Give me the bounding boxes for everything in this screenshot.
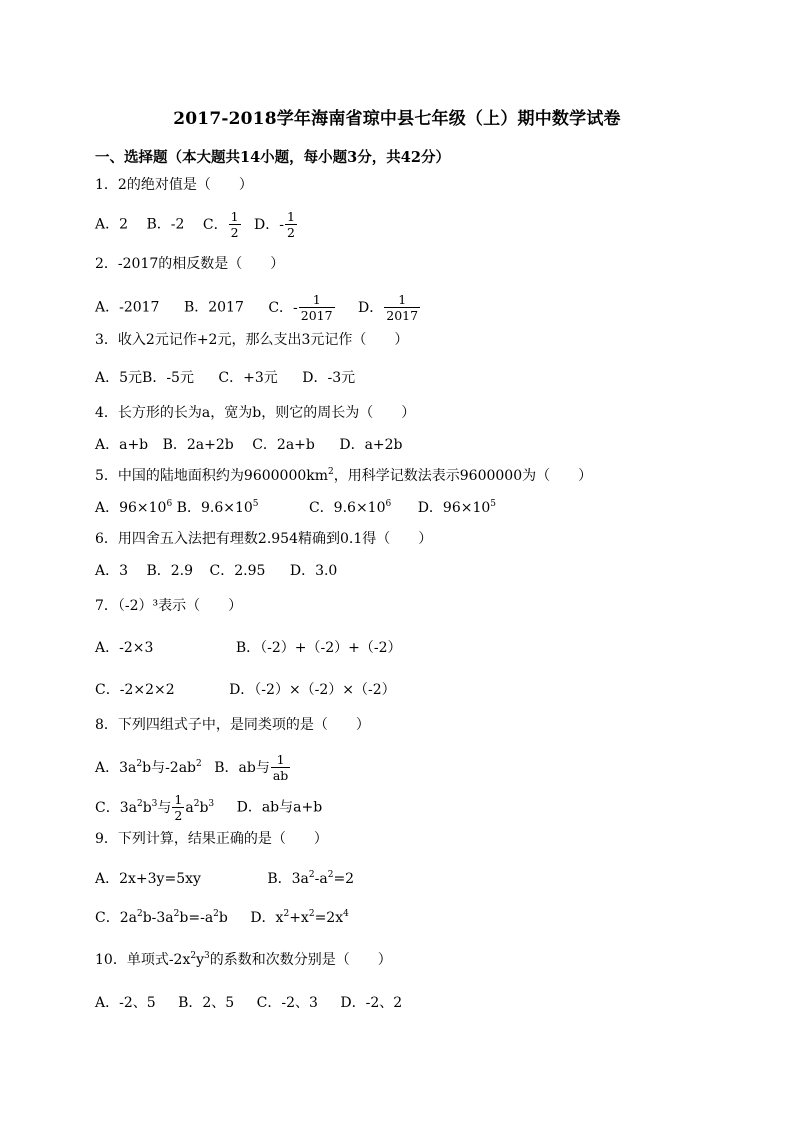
option-d: D．ab与a+b — [236, 799, 323, 816]
fraction: $\frac{1}{2}$ — [174, 792, 183, 823]
section-heading: 一、选择题（本大题共14小题，每小题3分，共42分） — [95, 149, 450, 166]
fraction: $\frac{1}{2}$ — [286, 209, 295, 240]
question-5-options — [95, 498, 496, 518]
option-d: D．-3元 — [302, 370, 356, 386]
question-1-stem: 1．2的绝对值是（ ） — [95, 177, 253, 193]
option-d: D．3.0 — [289, 563, 338, 579]
option-b: B．-5元 — [142, 370, 194, 386]
question-9-options-row1 — [95, 869, 354, 889]
question-9-options-row2 — [95, 908, 349, 928]
option-a: A．-2017 — [95, 299, 160, 316]
option-c: C．+3元 — [218, 370, 278, 386]
option-c: C．2a+b — [252, 437, 315, 453]
option-c: C．$2a^2b-3a^2b=-a^2b$ — [95, 909, 228, 926]
option-c: C．$3a^2b^3$与 $\frac{1}{2}$ $a^2b^3$ — [95, 792, 215, 823]
option-a: A．-2、5 — [95, 995, 156, 1011]
option-a: A．2x+3y=5xy — [95, 871, 201, 887]
question-3-stem: 3．收入2元记作+2元，那么支出3元记作（ ） — [95, 332, 409, 348]
option-a: A．$3a^2b$与$-2ab^2$ — [95, 758, 202, 776]
question-4-stem: 4．长方形的长为a，宽为b，则它的周长为（ ） — [95, 405, 416, 421]
question-2-stem: 2．-2017的相反数是（ ） — [95, 256, 285, 272]
question-9-stem: 9．下列计算，结果正确的是（ ） — [95, 831, 328, 847]
fraction: $\frac{1}{2017}$ — [386, 292, 419, 323]
question-4-options — [95, 435, 403, 455]
question-5-stem: 5．中国的陆地面积约为$9600000km^2$，用科学记数法表示9600000为（ ） — [95, 467, 593, 484]
question-6-stem: 6．用四舍五入法把有理数2.954精确到0.1得（ ） — [95, 531, 433, 547]
option-b: B．-2 — [146, 216, 185, 233]
option-a: A．5元 — [95, 370, 143, 386]
option-c: C．2.95 — [209, 563, 266, 579]
option-d: D． $\frac{1}{2017}$ — [358, 292, 419, 323]
page-title: 2017-2018学年海南省琼中县七年级（上）期中数学试卷 — [173, 109, 621, 129]
question-1-options — [95, 210, 298, 239]
option-c: C．$9.6\times 10^6$ — [308, 499, 392, 516]
option-b: B．2、5 — [178, 995, 235, 1011]
fraction: $\frac{1}{ab}$ — [272, 752, 289, 783]
option-c: C．-2、3 — [256, 995, 318, 1011]
fraction: $\frac{1}{2017}$ — [300, 292, 333, 323]
question-8-options-row2 — [95, 793, 322, 822]
option-a: A．2 — [95, 216, 129, 233]
option-c: C． $\frac{1}{2}$ — [202, 209, 239, 240]
question-3-options — [95, 368, 355, 388]
question-6-options — [95, 561, 337, 581]
option-a: A．a+b — [95, 437, 149, 453]
question-7-stem: 7．（-2）³表示（ ） — [95, 598, 243, 614]
option-b: B．（-2）+（-2）+（-2） — [235, 640, 402, 656]
question-10-options — [95, 993, 402, 1013]
option-d: D．a+2b — [339, 437, 403, 453]
question-10-stem: 10．单项式$-2x^2y^3$的系数和次数分别是（ ） — [95, 951, 392, 968]
option-d: D．-2、2 — [340, 995, 403, 1011]
option-c: C．- $\frac{1}{2017}$ — [268, 292, 333, 323]
question-7-options-row2 — [95, 680, 396, 700]
option-a: A．-2×3 — [95, 640, 154, 656]
fraction: $\frac{1}{2}$ — [230, 209, 239, 240]
option-b: B．2a+2b — [162, 437, 234, 453]
option-a: A．3 — [95, 563, 129, 579]
option-b: B．$3a^2-a^2=2$ — [267, 870, 355, 887]
option-a: A．$96\times 10^6$ — [95, 499, 173, 516]
option-b: B．$9.6\times 10^5$ — [176, 499, 259, 516]
option-c: C．-2×2×2 — [95, 682, 175, 698]
option-d: D．$x^2+x^2=2x^4$ — [250, 909, 349, 926]
option-d: D．$96\times 10^5$ — [417, 499, 497, 516]
option-d: D．（-2）×（-2）×（-2） — [229, 682, 396, 698]
option-b: B．2.9 — [146, 563, 194, 579]
question-8-stem: 8．下列四组式子中，是同类项的是（ ） — [95, 717, 370, 733]
question-7-options-row1 — [95, 638, 402, 658]
option-b: B．ab与 $\frac{1}{ab}$ — [214, 752, 289, 783]
question-8-options-row1 — [95, 753, 291, 782]
option-b: B．2017 — [183, 299, 244, 316]
question-2-options — [95, 293, 421, 322]
option-d: D．- $\frac{1}{2}$ — [254, 209, 295, 240]
